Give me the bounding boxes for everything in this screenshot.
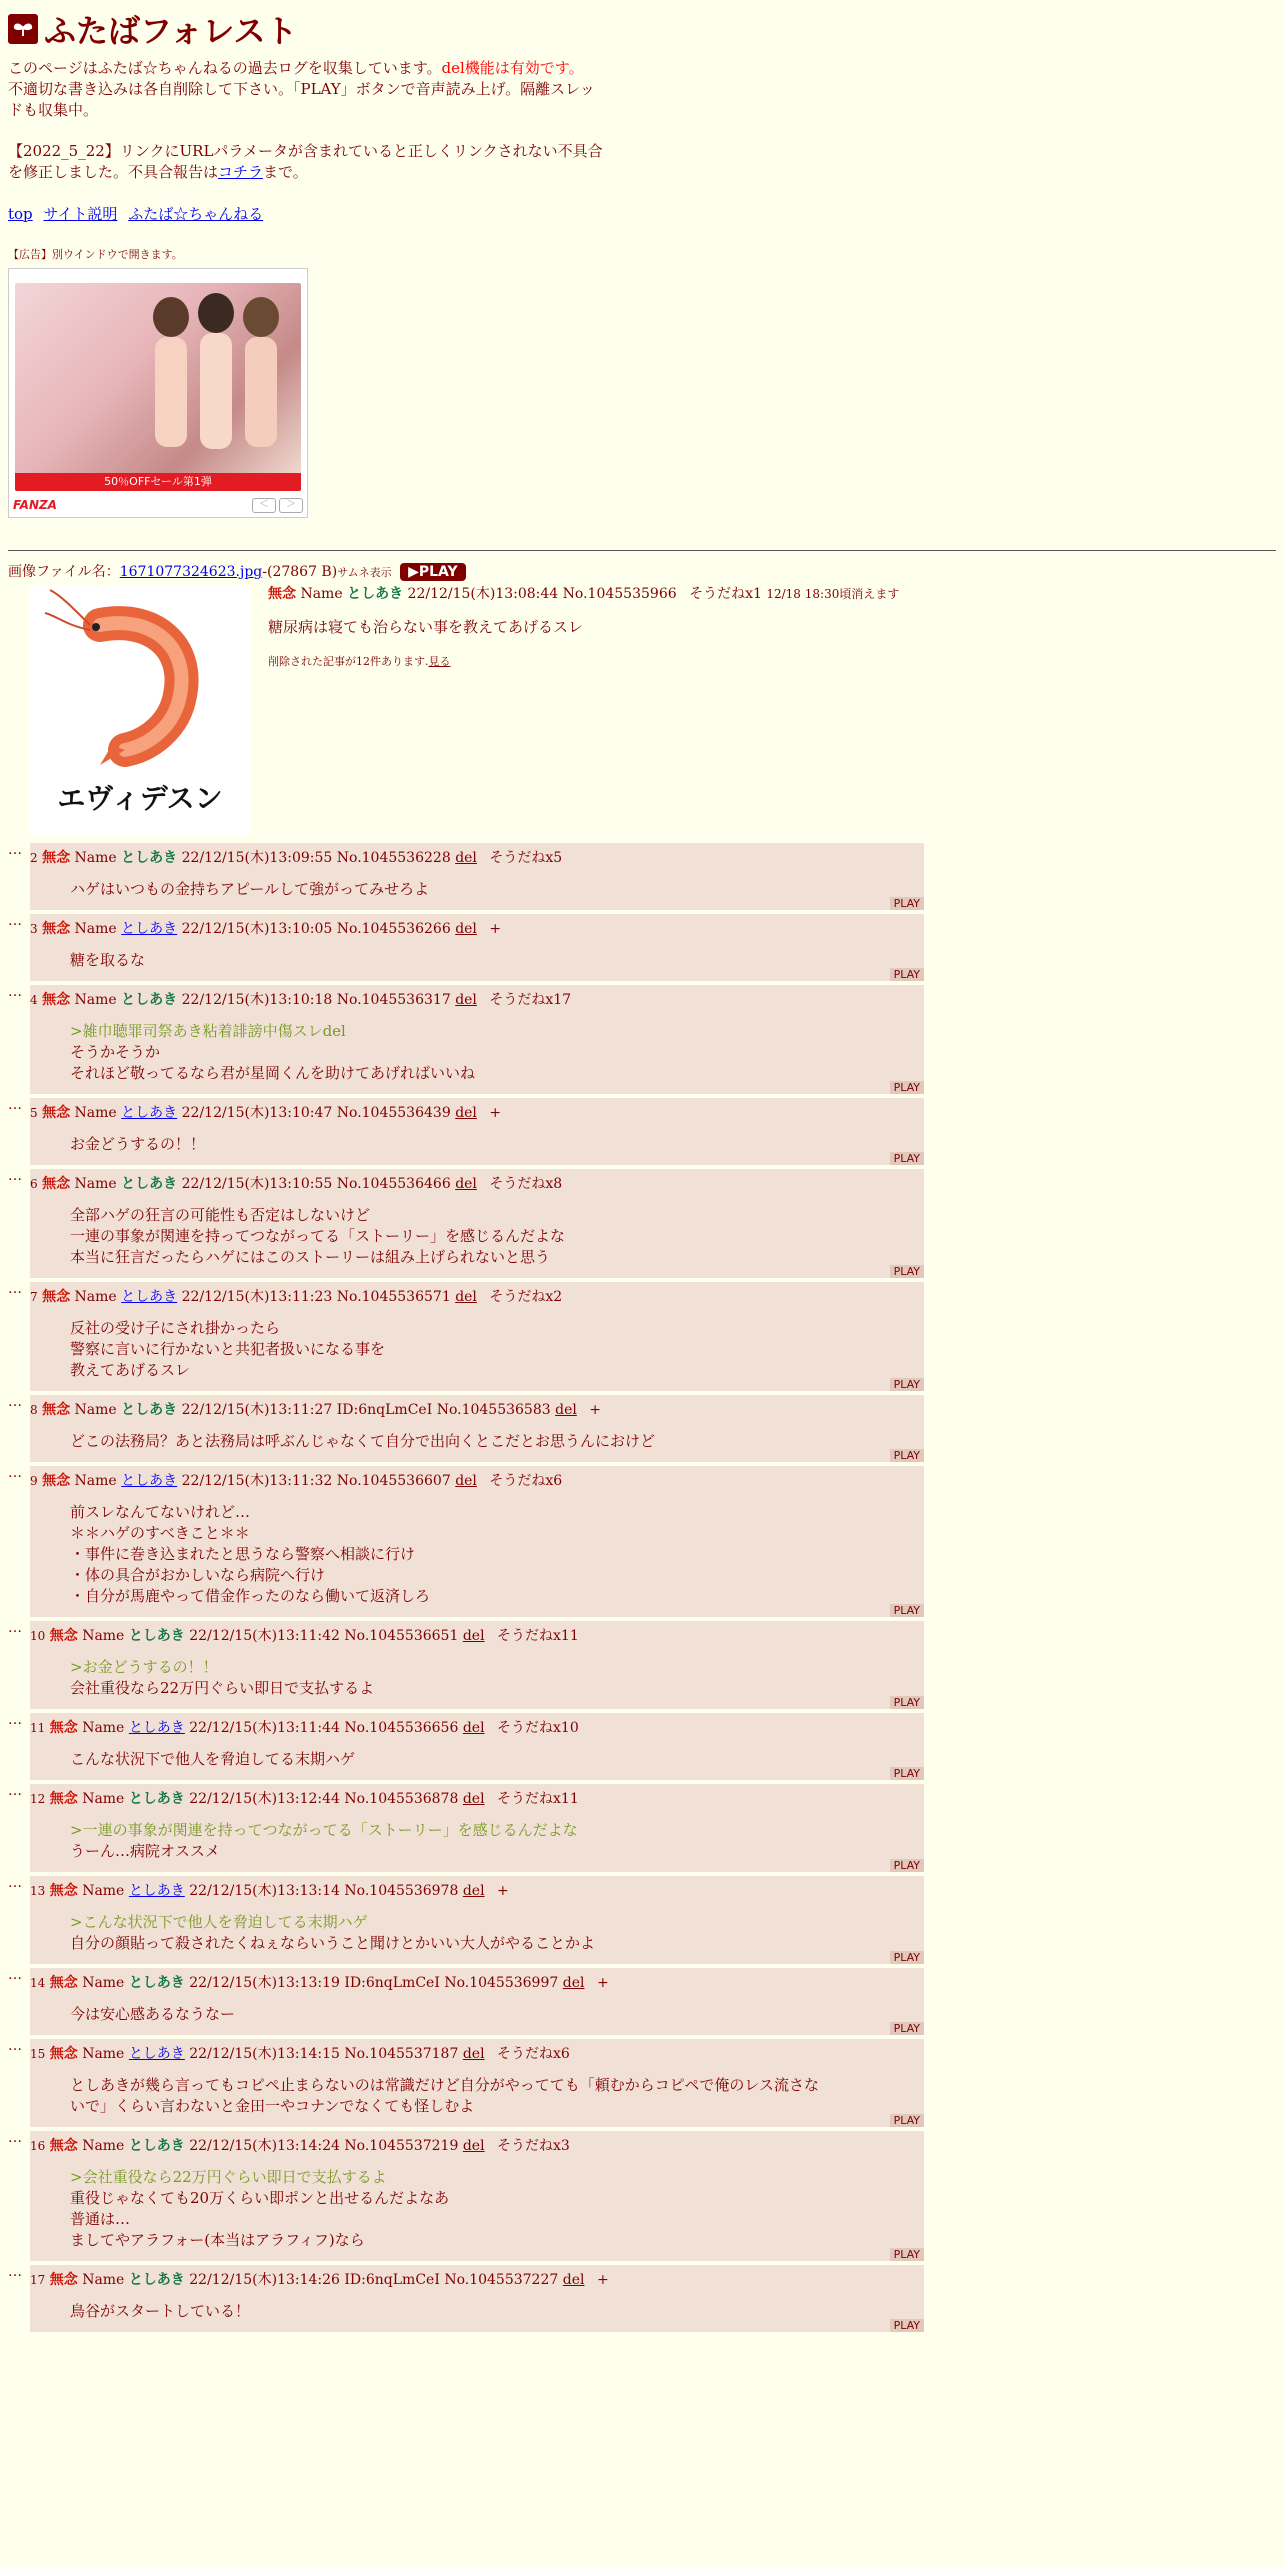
reply-post-number: No.1045536228 [336, 850, 451, 866]
reply-header [30, 1104, 918, 1122]
reply-text: としあきが幾ら言ってもコピペ止まらないのは常識だけど自分がやってても「頼むからコピペで俺のレス流さな いで」くらい言わないと金田一やコナンでなくても怪しむよ [70, 2076, 819, 2115]
reply-header [30, 1974, 918, 1992]
reply-play-button[interactable]: PLAY [890, 1152, 924, 1165]
reply-id: ID:6nqLmCeI [344, 1975, 440, 1991]
reply-name-label: Name [74, 992, 117, 1008]
reply-number: 4 [30, 993, 38, 1007]
reply-name-link[interactable]: としあき [121, 1473, 178, 1489]
reply-text: お金どうするの！！ [70, 1135, 206, 1153]
file-size: -(27867 B) [262, 564, 338, 580]
reply-text: どこの法務局？あと法務局は呼ぶんじゃなくて自分で出向くとこだとお思うんにおけど [70, 1432, 656, 1450]
reply-id: ID:6nqLmCeI [336, 1402, 433, 1418]
reply-body [70, 1912, 918, 1954]
reply-body [70, 1431, 918, 1452]
ad-figures-image [141, 289, 291, 459]
del-link[interactable]: del [462, 1791, 485, 1807]
reply-date: 22/12/15(木)13:11:32 [181, 1473, 333, 1489]
del-link[interactable]: del [555, 1402, 577, 1418]
reply-body [70, 950, 918, 971]
del-link[interactable]: del [562, 2272, 585, 2288]
reply-number: 6 [30, 1177, 38, 1191]
reply-text: 自分の顔貼って殺されたくねぇならいうこと聞けとかいい大人がやることかよ [70, 1934, 596, 1952]
reply-post [8, 1466, 1276, 1617]
reply-name-label: Name [74, 1105, 117, 1121]
reply-text: こんな状況下で他人を脅迫してる末期ハゲ [70, 1750, 356, 1768]
reply-name-link[interactable]: としあき [128, 1883, 185, 1899]
del-link[interactable]: del [455, 1176, 477, 1192]
reply-name-link[interactable]: としあき [128, 1720, 185, 1736]
reply-play-button[interactable]: PLAY [890, 2319, 924, 2332]
reply-play-button[interactable]: PLAY [890, 1378, 924, 1391]
reply-box [30, 1169, 924, 1278]
reply-header [30, 1472, 918, 1490]
reply-date: 22/12/15(木)13:11:42 [189, 1628, 340, 1644]
reply-quote: >お金どうするの！！ [70, 1658, 218, 1676]
del-link[interactable]: del [462, 1883, 485, 1899]
sodane-button[interactable]: そうだねx11 [497, 1628, 579, 1644]
del-link[interactable]: del [455, 1289, 477, 1305]
reply-post [8, 1169, 1276, 1278]
reply-dots: … [8, 2038, 22, 2054]
del-link[interactable]: del [455, 1473, 477, 1489]
sodane-button[interactable]: そうだねx11 [497, 1791, 579, 1807]
op-number: No.1045535966 [562, 586, 677, 602]
reply-post [8, 1098, 1276, 1165]
intro-part2: 不適切な書き込みは各自削除して下さい。「PLAY」ボタンで音声読み上げ。隔離スレッドも収集中。 [8, 80, 595, 119]
reply-box [30, 1466, 924, 1617]
reply-header [30, 2045, 918, 2063]
sodane-button[interactable]: + [589, 1402, 602, 1418]
reply-post-number: No.1045537227 [444, 2272, 559, 2288]
play-button[interactable]: ▶PLAY [400, 563, 466, 581]
ad-image[interactable] [15, 283, 301, 491]
reply-box [30, 1968, 924, 2035]
shrimp-image [30, 585, 250, 775]
op-expire: 12/18 18:30頃消えます [766, 587, 900, 601]
reply-body [70, 1502, 918, 1607]
reply-subject: 無念 [49, 1628, 78, 1644]
reply-date: 22/12/15(木)13:13:19 [189, 1975, 340, 1991]
reply-number: 14 [30, 1976, 46, 1990]
reply-post [8, 985, 1276, 1094]
reply-name-link[interactable]: としあき [121, 1105, 178, 1121]
reply-name-label: Name [74, 1176, 117, 1192]
reply-post-number: No.1045536317 [336, 992, 451, 1008]
reply-date: 22/12/15(木)13:10:05 [181, 921, 333, 937]
reply-name-link[interactable]: としあき [121, 921, 178, 937]
reply-header [30, 920, 918, 938]
reply-post [8, 1713, 1276, 1780]
deleted-view-link[interactable]: 見る [428, 655, 451, 668]
reply-post-number: No.1045536583 [436, 1402, 551, 1418]
reply-play-button[interactable]: PLAY [890, 1859, 924, 1872]
reply-post-number: No.1045537219 [344, 2138, 459, 2154]
reply-body [70, 1749, 918, 1770]
reply-box [30, 1876, 924, 1964]
ad-banner[interactable] [8, 268, 308, 518]
reply-post-number: No.1045536656 [344, 1720, 459, 1736]
reply-name-label: Name [74, 1289, 117, 1305]
reply-post [8, 2131, 1276, 2261]
fanza-logo: FANZA [13, 498, 57, 512]
reply-subject: 無念 [49, 1720, 78, 1736]
sodane-button[interactable]: そうだねx5 [489, 850, 563, 866]
reply-name: としあき [121, 1176, 178, 1192]
op-subject: 無念 [268, 586, 296, 602]
reply-post [8, 1395, 1276, 1462]
ad-prev-button[interactable]: ＜ [252, 498, 276, 513]
reply-box [30, 1621, 924, 1709]
reply-subject: 無念 [49, 2046, 78, 2062]
reply-post-number: No.1045536997 [444, 1975, 559, 1991]
reply-dots: … [8, 1620, 22, 1636]
file-link[interactable]: 1671077324623.jpg [119, 564, 263, 580]
reply-name-label: Name [82, 1720, 125, 1736]
reply-name-label: Name [74, 850, 117, 866]
reply-subject: 無念 [49, 2138, 78, 2154]
notice-text: 【2022_5_22】リンクにURLパラメータが含まれていると正しくリンクされない不具合を修正しました。不具合報告は [8, 142, 603, 181]
deleted-notice [268, 653, 451, 669]
reply-subject: 無念 [42, 1473, 71, 1489]
reply-number: 10 [30, 1629, 46, 1643]
reply-header [30, 1175, 918, 1193]
reply-post-number: No.1045536439 [336, 1105, 451, 1121]
sodane-button[interactable]: そうだねx6 [497, 2046, 570, 2062]
reply-name: としあき [121, 850, 178, 866]
reply-text: 重役じゃなくても20万くらい即ポンと出せるんだよなあ 普通は… ましてやアラフォー(本当はアラフィフ)なら [70, 2189, 450, 2249]
del-link[interactable]: del [462, 2138, 485, 2154]
reply-play-button[interactable]: PLAY [890, 1767, 924, 1780]
reply-box [30, 2131, 924, 2261]
reply-body [70, 2167, 918, 2251]
reply-post [8, 843, 1276, 910]
reply-name: としあき [128, 1628, 185, 1644]
reply-date: 22/12/15(木)13:14:15 [189, 2046, 340, 2062]
reply-post-number: No.1045536978 [344, 1883, 459, 1899]
reply-post [8, 2039, 1276, 2127]
ad-arrows [252, 498, 303, 513]
sodane-button[interactable]: そうだねx10 [497, 1720, 579, 1736]
reply-subject: 無念 [49, 2272, 78, 2288]
reply-name-label: Name [82, 1628, 125, 1644]
sodane-button[interactable]: + [489, 921, 502, 937]
reply-dots: … [8, 1394, 22, 1410]
reply-name-link[interactable]: としあき [128, 2046, 185, 2062]
reply-body [70, 2301, 918, 2322]
reply-quote: >こんな状況下で他人を脅迫してる末期ハゲ [70, 1913, 368, 1931]
reply-number: 17 [30, 2273, 46, 2287]
del-link[interactable]: del [462, 1720, 485, 1736]
reply-play-button[interactable]: PLAY [890, 2248, 924, 2261]
sodane-button[interactable]: そうだねx6 [489, 1473, 563, 1489]
reply-name-label: Name [82, 2138, 125, 2154]
reply-date: 22/12/15(木)13:12:44 [189, 1791, 340, 1807]
reply-text: 糖を取るな [70, 951, 146, 969]
thumb-label: サムネ表示 [337, 566, 392, 579]
reply-name-label: Name [82, 1791, 125, 1807]
reply-play-button[interactable]: PLAY [890, 1081, 924, 1094]
reply-body [70, 879, 918, 900]
sodane-button[interactable]: そうだねx2 [489, 1289, 563, 1305]
reply-number: 12 [30, 1792, 46, 1806]
sodane-button[interactable]: + [497, 1883, 509, 1899]
reply-text: 鳥谷がスタートしている！ [70, 2302, 251, 2320]
del-link[interactable]: del [455, 850, 477, 866]
reply-post-number: No.1045537187 [344, 2046, 459, 2062]
reply-play-button[interactable]: PLAY [890, 897, 924, 910]
reply-name-label: Name [74, 1402, 117, 1418]
intro-del-notice: del機能は有効です。 [441, 59, 584, 77]
sodane-button[interactable]: そうだねx17 [489, 992, 572, 1008]
reply-dots: … [8, 1967, 22, 1983]
reply-text: 反社の受け子にされ掛かったら 警察に言いに行かないと共犯者扱いになる事を 教えてあげるスレ [70, 1319, 386, 1379]
op-body: 糖尿病は寝ても治らない事を教えてあげるスレ [268, 618, 584, 636]
reply-box [30, 1395, 924, 1462]
site-header [8, 6, 1276, 52]
reply-name: としあき [128, 1975, 185, 1991]
reply-header [30, 1790, 918, 1808]
reply-name-label: Name [74, 1473, 117, 1489]
divider [8, 550, 1276, 551]
op-post [8, 581, 1276, 839]
update-notice [8, 141, 608, 183]
reply-text: 今は安心感あるなうなー [70, 2005, 236, 2023]
leaf-logo-icon [8, 14, 38, 44]
reply-number: 7 [30, 1290, 38, 1304]
reply-dots: … [8, 984, 22, 1000]
reply-name: としあき [121, 992, 178, 1008]
reply-dots: … [8, 1097, 22, 1113]
reply-header [30, 1719, 918, 1737]
reply-dots: … [8, 1875, 22, 1891]
sodane-button[interactable]: そうだねx8 [489, 1176, 563, 1192]
reply-header [30, 1882, 918, 1900]
sodane-button[interactable]: + [596, 1975, 609, 1991]
reply-post [8, 1968, 1276, 2035]
reply-subject: 無念 [42, 1402, 71, 1418]
del-link[interactable]: del [455, 992, 477, 1008]
reply-play-button[interactable]: PLAY [890, 968, 924, 981]
reply-number: 8 [30, 1403, 38, 1417]
reply-name: としあき [128, 1791, 185, 1807]
reply-name-label: Name [74, 921, 117, 937]
reply-subject: 無念 [42, 921, 71, 937]
reply-subject: 無念 [42, 1289, 71, 1305]
reply-post-number: No.1045536571 [336, 1289, 451, 1305]
reply-header [30, 2271, 918, 2289]
reply-number: 16 [30, 2139, 46, 2153]
reply-date: 22/12/15(木)13:11:23 [181, 1289, 333, 1305]
reply-subject: 無念 [42, 1105, 71, 1121]
reply-text: 全部ハゲの狂言の可能性も否定はしないけど 一連の事象が関連を持ってつながってる「ストーリー」を感じるんだよな 本当に狂言だったらハゲにはこのストーリーは組み上げられないと思う [70, 1206, 566, 1266]
op-name-label: Name [300, 586, 343, 602]
reply-text: 会社重役なら22万円ぐらい即日で支払するよ [70, 1679, 375, 1697]
reply-play-button[interactable]: PLAY [890, 1696, 924, 1709]
del-link[interactable]: del [462, 1628, 485, 1644]
reply-number: 11 [30, 1721, 46, 1735]
nav-about-link[interactable]: サイト説明 [43, 205, 118, 223]
report-link[interactable]: コチラ [218, 163, 264, 181]
reply-post [8, 914, 1276, 981]
reply-header [30, 1627, 918, 1645]
reply-body [70, 1820, 918, 1862]
nav-links [8, 203, 1276, 224]
reply-body [70, 1205, 918, 1268]
reply-box [30, 1098, 924, 1165]
reply-date: 22/12/15(木)13:10:47 [181, 1105, 333, 1121]
intro-part1: このページはふたば☆ちゃんねるの過去ログを収集しています。 [8, 59, 442, 77]
reply-date: 22/12/15(木)13:10:55 [181, 1176, 333, 1192]
reply-quote: >一連の事象が関連を持ってつながってる「ストーリー」を感じるんだよな [70, 1821, 578, 1839]
reply-date: 22/12/15(木)13:11:27 [181, 1402, 333, 1418]
reply-dots: … [8, 1168, 22, 1184]
reply-text: そうかそうか それほど敬ってるなら君が星岡くんを助けてあげればいいね [70, 1043, 476, 1082]
reply-play-button[interactable]: PLAY [890, 1951, 924, 1964]
notice-suffix: まで。 [263, 163, 308, 181]
reply-number: 9 [30, 1474, 38, 1488]
reply-body [70, 2004, 918, 2025]
sodane-button[interactable]: + [489, 1105, 502, 1121]
reply-date: 22/12/15(木)13:13:14 [189, 1883, 340, 1899]
reply-subject: 無念 [42, 992, 71, 1008]
reply-post-number: No.1045536878 [344, 1791, 459, 1807]
ad-label: 【広告】別ウインドウで開きます。 [8, 248, 183, 261]
op-thumbnail[interactable] [30, 585, 250, 835]
reply-dots: … [8, 1281, 22, 1297]
reply-text: 前スレなんてないけれど… ＊＊ハゲのすべきこと＊＊ ・事件に巻き込まれたと思うなら警察へ相談に行け ・体の具合がおかしいなら病院へ行け ・自分が馬鹿やって借金作ったのなら働いて返済しろ [70, 1503, 431, 1605]
reply-box [30, 1784, 924, 1872]
reply-text: うーん…病院オススメ [70, 1842, 220, 1860]
reply-name-label: Name [82, 1883, 125, 1899]
reply-box [30, 1282, 924, 1391]
reply-box [30, 2039, 924, 2127]
reply-dots: … [8, 2264, 22, 2280]
reply-subject: 無念 [49, 1791, 78, 1807]
reply-header [30, 1401, 918, 1419]
reply-quote: >会社重役なら22万円ぐらい即日で支払するよ [70, 2168, 387, 2186]
intro-text [8, 58, 598, 121]
reply-dots: … [8, 1712, 22, 1728]
reply-post-number: No.1045536607 [336, 1473, 451, 1489]
reply-play-button[interactable]: PLAY [890, 2114, 924, 2127]
reply-post-number: No.1045536466 [336, 1176, 451, 1192]
reply-play-button[interactable]: PLAY [890, 1449, 924, 1462]
op-sodane-button[interactable]: そうだねx1 [689, 586, 762, 602]
ad-footer [13, 497, 303, 513]
reply-post [8, 1784, 1276, 1872]
reply-name-label: Name [82, 1975, 125, 1991]
reply-body [70, 1657, 918, 1699]
ad-sale-banner: 50％OFFセール第1弾 [15, 473, 301, 491]
reply-dots: … [8, 1465, 22, 1481]
reply-play-button[interactable]: PLAY [890, 1604, 924, 1617]
reply-dots: … [8, 2130, 22, 2146]
reply-header [30, 1288, 918, 1306]
file-label: 画像ファイル名： [8, 564, 120, 580]
reply-number: 13 [30, 1884, 46, 1898]
ad-next-button[interactable]: ＞ [279, 498, 303, 513]
reply-name: としあき [128, 2138, 185, 2154]
reply-date: 22/12/15(木)13:10:18 [181, 992, 333, 1008]
reply-number: 15 [30, 2047, 46, 2061]
reply-header [30, 849, 918, 867]
reply-number: 5 [30, 1106, 38, 1120]
reply-box [30, 843, 924, 910]
reply-post [8, 2265, 1276, 2332]
reply-name: としあき [121, 1402, 178, 1418]
reply-body [70, 2075, 918, 2117]
del-link[interactable]: del [455, 1105, 477, 1121]
reply-header [30, 991, 918, 1009]
reply-post [8, 1876, 1276, 1964]
reply-play-button[interactable]: PLAY [890, 1265, 924, 1278]
reply-name-label: Name [82, 2272, 125, 2288]
sodane-button[interactable]: + [596, 2272, 609, 2288]
reply-date: 22/12/15(木)13:11:44 [189, 1720, 340, 1736]
reply-number: 3 [30, 922, 38, 936]
file-info [8, 561, 1276, 581]
reply-box [30, 985, 924, 1094]
reply-post-number: No.1045536266 [336, 921, 451, 937]
reply-post-number: No.1045536651 [344, 1628, 459, 1644]
reply-body [70, 1318, 918, 1381]
reply-date: 22/12/15(木)13:14:24 [189, 2138, 340, 2154]
reply-box [30, 914, 924, 981]
reply-dots: … [8, 1783, 22, 1799]
reply-subject: 無念 [49, 1975, 78, 1991]
reply-dots: … [8, 913, 22, 929]
op-header [268, 583, 899, 603]
reply-header [30, 2137, 918, 2155]
del-link[interactable]: del [455, 921, 477, 937]
site-title: ふたばフォレスト [44, 12, 298, 50]
reply-number: 2 [30, 851, 38, 865]
reply-text: ハゲはいつもの金持ちアピールして強がってみせろよ [70, 880, 430, 898]
reply-body [70, 1134, 918, 1155]
reply-quote: >雑巾聴罪司祭あき粘着誹謗中傷スレdel [70, 1022, 346, 1040]
reply-id: ID:6nqLmCeI [344, 2272, 440, 2288]
del-link[interactable]: del [562, 1975, 585, 1991]
reply-name-label: Name [82, 2046, 125, 2062]
reply-subject: 無念 [49, 1883, 78, 1899]
reply-list [8, 843, 1276, 2332]
reply-post [8, 1282, 1276, 1391]
reply-box [30, 1713, 924, 1780]
reply-box [30, 2265, 924, 2332]
thumb-caption: エヴィデスン [57, 782, 223, 815]
sodane-button[interactable]: そうだねx3 [497, 2138, 570, 2154]
reply-post [8, 1621, 1276, 1709]
op-date: 22/12/15(木)13:08:44 [407, 586, 559, 602]
reply-subject: 無念 [42, 1176, 71, 1192]
reply-body [70, 1021, 918, 1084]
reply-date: 22/12/15(木)13:09:55 [181, 850, 333, 866]
reply-name: としあき [128, 2272, 185, 2288]
nav-top-link[interactable]: top [8, 205, 33, 223]
nav-futaba-link[interactable]: ふたば☆ちゃんねる [128, 205, 264, 223]
op-name: としあき [347, 586, 404, 602]
reply-subject: 無念 [42, 850, 71, 866]
del-link[interactable]: del [462, 2046, 485, 2062]
deleted-text: 削除された記事が12件あります. [268, 655, 429, 668]
reply-name-link[interactable]: としあき [121, 1289, 178, 1305]
reply-play-button[interactable]: PLAY [890, 2022, 924, 2035]
reply-date: 22/12/15(木)13:14:26 [189, 2272, 340, 2288]
reply-dots: … [8, 842, 22, 858]
